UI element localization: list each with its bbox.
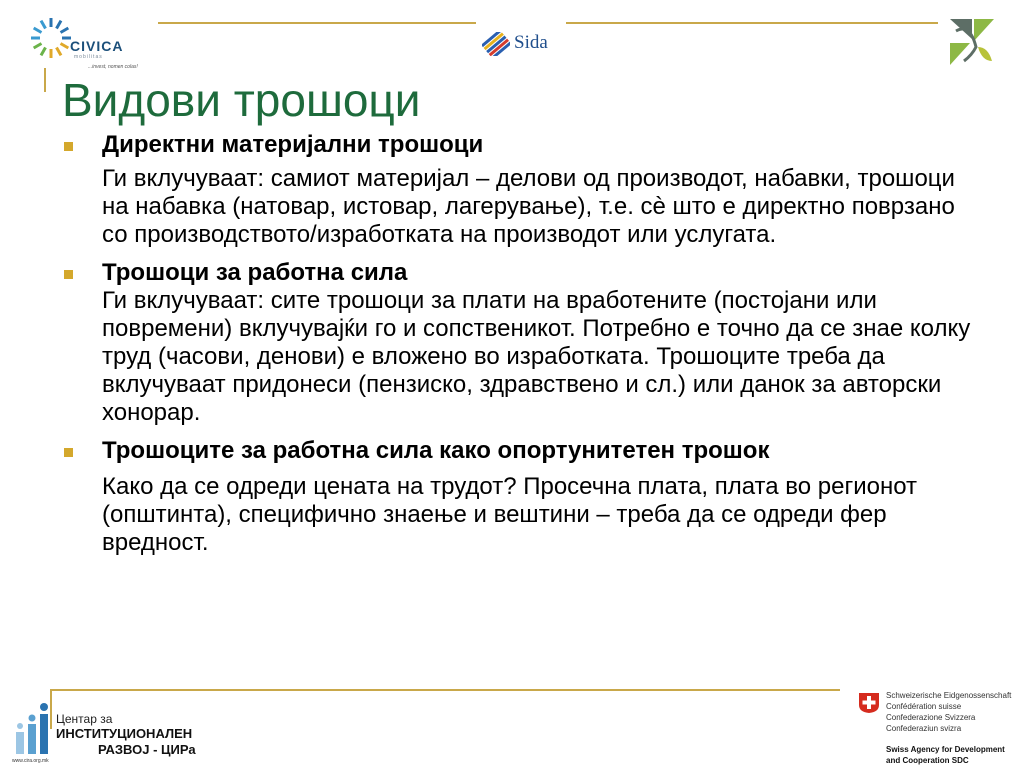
swiss-line: Confédération suisse	[886, 702, 962, 711]
cira-line2: ИНСТИТУЦИОНАЛЕН	[56, 726, 193, 741]
bullet-square-icon	[64, 448, 73, 457]
bullet-list	[62, 131, 982, 557]
leaf-icon	[948, 17, 996, 69]
swiss-line: Confederaziun svizra	[886, 724, 962, 733]
civica-sun-icon	[30, 16, 72, 60]
cira-logo	[12, 702, 212, 766]
cira-people-icon	[12, 702, 54, 758]
swiss-line: Schweizerische Eidgenossenschaft	[886, 691, 1012, 700]
slide-title: Видови трошоци	[62, 74, 421, 126]
bullet-body: Како да се одреди цената на трудот? Просечна плата, плата во регионот (општинта), специфично знаење и вештини – треба да се одреди фер вредност.	[102, 473, 918, 556]
bullet-body: Ги вклучуваат: самиот материјал – делови од производот, набавки, трошоци на набавка (натовар, истовар, лагерување), т.е. сè што е директно поврзано со производството/изработката на производот или услугата.	[102, 165, 955, 248]
swiss-flag-icon	[858, 692, 880, 714]
swiss-agency-lines	[886, 744, 1005, 766]
cira-line3: РАЗВОЈ - ЦИРа	[98, 742, 196, 757]
sida-logo	[482, 28, 562, 56]
header-rule-right	[566, 22, 938, 24]
bullet-item	[62, 259, 982, 427]
swiss-agency-line: Swiss Agency for Development	[886, 745, 1005, 754]
civica-logo-subtext: mobilitas	[74, 54, 103, 60]
swiss-confederation-lines	[886, 690, 1011, 734]
sida-logo-text: Sida	[514, 32, 548, 53]
leaf-logo	[948, 17, 996, 69]
footer-rule-left	[50, 689, 840, 691]
swiss-agency-line: and Cooperation SDC	[886, 756, 969, 765]
sida-mark-icon	[482, 32, 510, 56]
swiss-line: Confederazione Svizzera	[886, 713, 976, 722]
header-accent-tick	[44, 68, 46, 92]
civica-logo	[28, 14, 163, 70]
civica-logo-tagline: ...invest, nomen colas!	[88, 64, 138, 70]
bullet-heading: Трошоците за работна сила како опортунитетен трошок	[102, 437, 770, 464]
bullet-square-icon	[64, 142, 73, 151]
cira-line1: Центар за	[56, 712, 113, 726]
swiss-sdc-logo	[856, 690, 1022, 768]
cira-url: www.cira.org.mk	[12, 758, 49, 764]
civica-logo-text: CIVICA	[70, 38, 124, 54]
bullet-heading: Трошоци за работна сила	[102, 259, 408, 286]
bullet-body: Ги вклучуваат: сите трошоци за плати на вработените (постојани или повремени) вклучувајќи го и сопственикот. Потребно е точно да се знае колку труд (часови, денови) е вложено во изработката. Трошоците треба да вклучуваат придонеси (пензиско, здравствено и сл.) или данок за авторски хонорар.	[102, 287, 971, 426]
header-rule-left	[158, 22, 476, 24]
bullet-square-icon	[64, 270, 73, 279]
bullet-heading: Директни материјални трошоци	[102, 131, 484, 158]
bullet-item	[62, 131, 982, 249]
bullet-item	[62, 437, 982, 557]
